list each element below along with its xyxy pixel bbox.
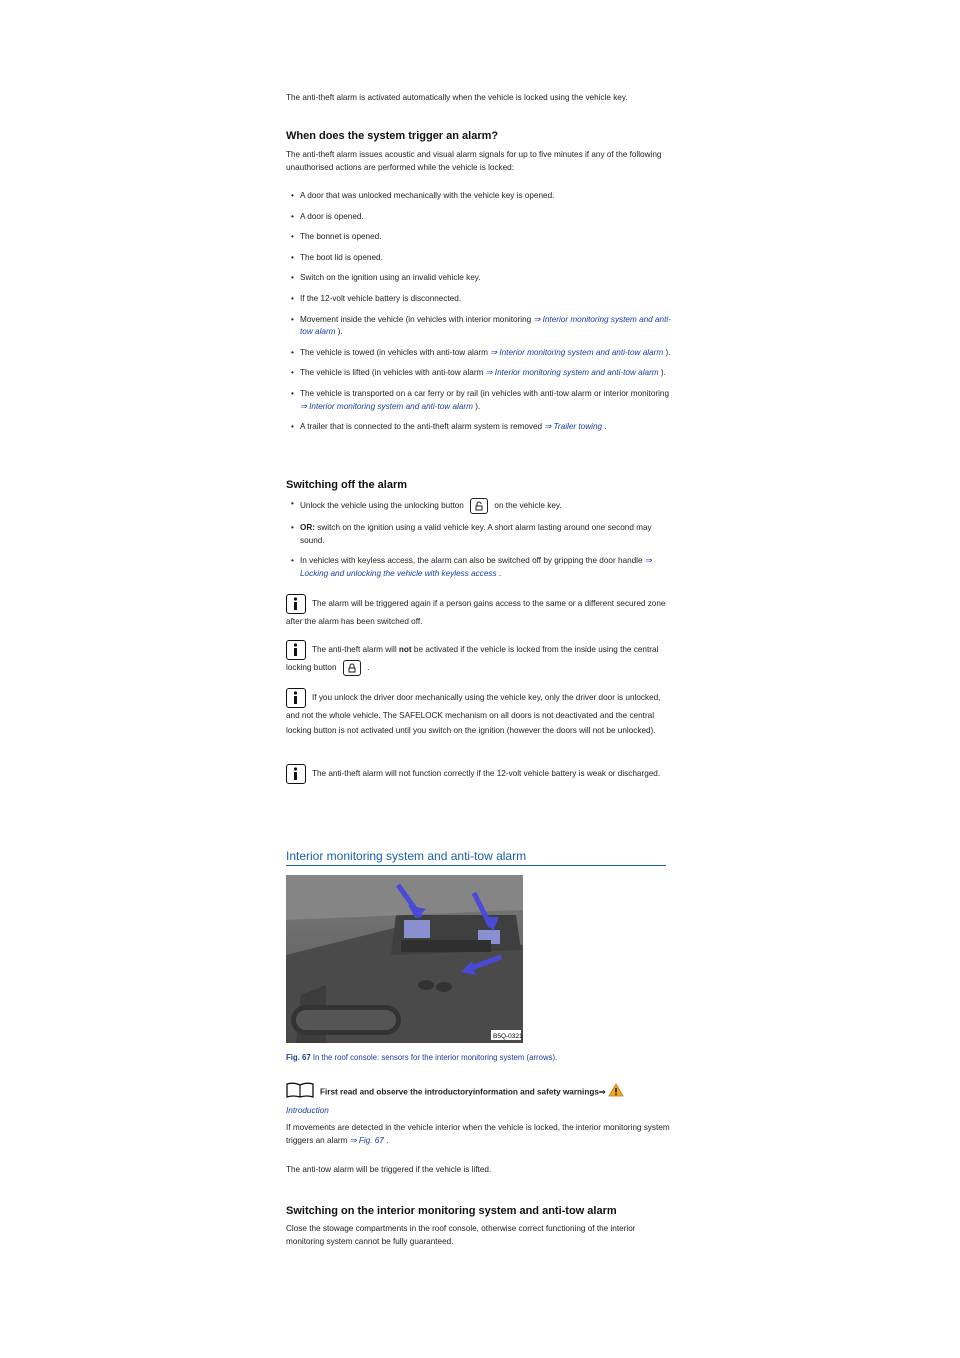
list-item: • A door that was unlocked mechanically with the vehicle key is opened. xyxy=(286,190,671,203)
link-introduction[interactable]: Introduction xyxy=(286,1106,329,1115)
list-item: • OR: switch on the ignition using a valid vehicle key. A short alarm lasting around one second may sound. xyxy=(286,522,671,547)
list-item: • Switch on the ignition using an invalid vehicle key. xyxy=(286,272,671,285)
warning-icon xyxy=(608,1083,624,1102)
switchoff-heading: Switching off the alarm xyxy=(286,479,408,491)
list-item: • The boot lid is opened. xyxy=(286,252,671,265)
list-item: • Unlock the vehicle using the unlocking button on the vehicle key. xyxy=(286,498,671,514)
link-fig-67[interactable]: ⇒ Fig. 67 xyxy=(349,1135,384,1145)
trigger-text: The anti-theft alarm issues acoustic and visual alarm signals for up to five minutes if any of the following unauthorised actions are performed while the vehicle is locked: xyxy=(286,150,662,172)
figure-caption: Fig. 67 In the roof console: sensors for the interior monitoring system (arrows). xyxy=(286,1053,558,1062)
switchoff-list xyxy=(286,498,671,588)
cross-reference-link[interactable]: ⇒ Interior monitoring system and anti-tow alarm xyxy=(300,314,671,337)
info-icon xyxy=(286,688,306,708)
info-icon xyxy=(286,764,306,784)
list-item: • A trailer that is connected to the anti-theft alarm system is removed ⇒ Trailer towing . xyxy=(286,421,671,434)
interior-paragraph-3: Close the stowage compartments in the roof console, otherwise correct functioning of the interior monitoring system cannot be fully guaranteed. xyxy=(286,1224,636,1246)
list-item: • The bonnet is opened. xyxy=(286,231,671,244)
intro-text: The anti-theft alarm is activated automatically when the vehicle is locked using the vehicle key. xyxy=(286,93,628,102)
info-icon xyxy=(286,640,306,660)
cross-reference-link[interactable]: ⇒ Interior monitoring system and anti-tow alarm xyxy=(490,347,664,357)
central-locking-button-icon xyxy=(343,660,361,676)
figure-roof-console xyxy=(286,875,523,1043)
list-item: • The vehicle is towed (in vehicles with anti-tow alarm ⇒ Interior monitoring system and anti-tow alarm ). xyxy=(286,347,671,360)
book-icon xyxy=(286,1082,314,1103)
cross-reference-link[interactable]: ⇒ Trailer towing xyxy=(544,422,603,432)
interior-subheading: Switching on the interior monitoring system and anti-tow alarm xyxy=(286,1205,617,1217)
info-note-4: The anti-theft alarm will not function correctly if the 12-volt vehicle battery is weak or discharged. xyxy=(286,764,671,784)
info-icon xyxy=(286,594,306,614)
info-note-2: The anti-theft alarm will not be activated if the vehicle is locked from the inside using the central locking button . xyxy=(286,640,671,676)
interior-paragraph-2: The anti-tow alarm will be triggered if the vehicle is lifted. xyxy=(286,1165,492,1174)
list-item: • The vehicle is lifted (in vehicles with anti-tow alarm ⇒ Interior monitoring system and anti-tow alarm ). xyxy=(286,367,671,380)
list-item: • A door is opened. xyxy=(286,211,671,224)
info-note-1: The alarm will be triggered again if a person gains access to the same or a different secured zone after the alarm has been switched off. xyxy=(286,594,671,629)
list-item: • If the 12-volt vehicle battery is disconnected. xyxy=(286,293,671,306)
link-keyless-access[interactable]: ⇒ Locking and unlocking the vehicle with keyless access xyxy=(300,556,652,578)
interior-paragraph-1: If movements are detected in the vehicle interior when the vehicle is locked, the interior monitoring system triggers an alarm ⇒ Fig. 67 . xyxy=(286,1123,670,1145)
figure-code: B5Q-0321 xyxy=(493,1033,523,1040)
list-item: • In vehicles with keyless access, the alarm can also be switched off by gripping the door handle ⇒ Locking and unlocking the vehicle with keyless access . xyxy=(286,555,671,580)
section-heading-interior: Interior monitoring system and anti-tow alarm xyxy=(286,850,666,866)
roof-console-image xyxy=(286,875,523,1043)
info-note-3: If you unlock the driver door mechanically using the vehicle key, only the driver door is unlocked, and not the whole vehicle. The SAFELOCK mechanism on all doors is not deactivated and the central locking button is not activated until you switch on the ignition (however the doors will not be unlocked). xyxy=(286,688,671,738)
read-first-note: First read and observe the introductoryinformation and safety warnings⇒ Introduction xyxy=(286,1082,671,1118)
trigger-list xyxy=(286,190,671,442)
cross-reference-link[interactable]: ⇒ Interior monitoring system and anti-tow alarm xyxy=(485,368,659,378)
list-item: • The vehicle is transported on a car ferry or by rail (in vehicles with anti-tow alarm or interior monitoring ⇒ Interior monitoring system and anti-tow alarm ). xyxy=(286,388,671,413)
unlock-button-icon xyxy=(470,498,488,514)
cross-reference-link[interactable]: ⇒ Interior monitoring system and anti-tow alarm xyxy=(300,401,473,411)
list-item: • Movement inside the vehicle (in vehicles with interior monitoring ⇒ Interior monitoring system and anti-tow alarm ). xyxy=(286,314,671,339)
trigger-heading: When does the system trigger an alarm? xyxy=(286,130,499,142)
